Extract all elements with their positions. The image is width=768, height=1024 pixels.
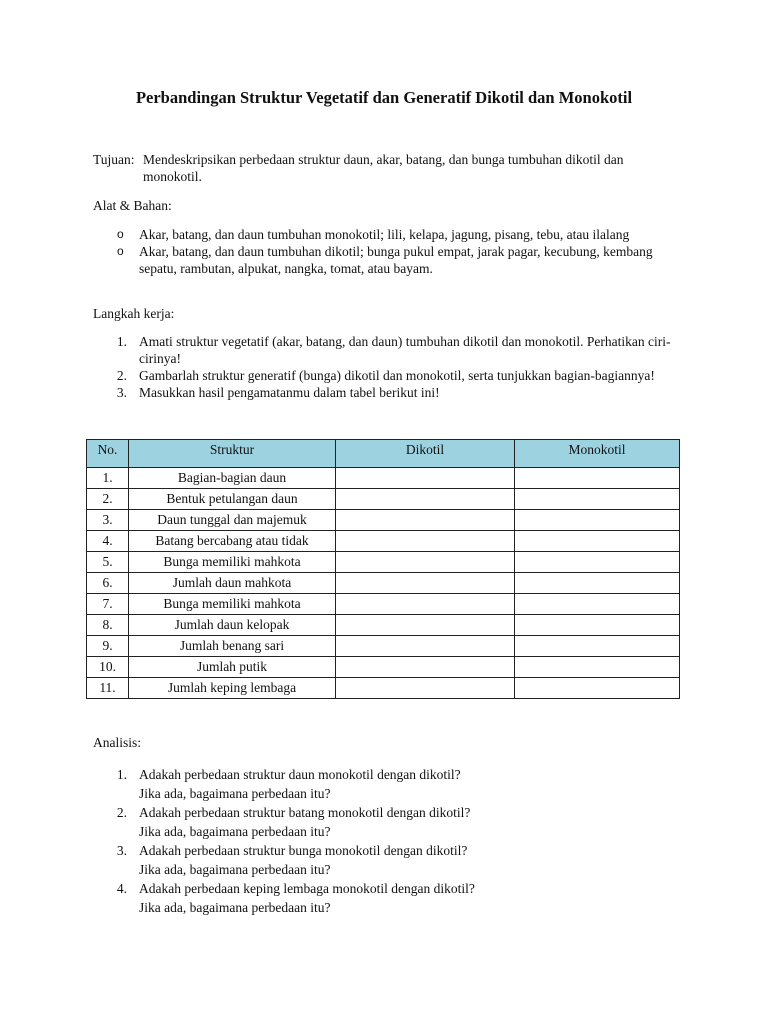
cell-no: 1. (87, 468, 129, 489)
list-item (93, 803, 693, 841)
cell-no: 4. (87, 531, 129, 552)
table-row (87, 510, 680, 531)
langkah-kerja-list (93, 333, 693, 401)
analisis-question: Adakah perbedaan struktur batang monokotil dengan dikotil? (139, 805, 471, 820)
list-item (93, 879, 693, 917)
cell-struktur: Bunga memiliki mahkota (129, 552, 336, 573)
table-row (87, 489, 680, 510)
bullet-icon: o (117, 244, 124, 258)
cell-dikotil (336, 636, 515, 657)
cell-monokotil (515, 573, 680, 594)
header-dikotil: Dikotil (336, 440, 515, 468)
cell-monokotil (515, 552, 680, 573)
cell-no: 11. (87, 678, 129, 699)
header-struktur: Struktur (129, 440, 336, 468)
cell-no: 10. (87, 657, 129, 678)
cell-struktur: Bunga memiliki mahkota (129, 594, 336, 615)
table-row (87, 594, 680, 615)
cell-dikotil (336, 678, 515, 699)
table-row (87, 468, 680, 489)
item-number: 1. (116, 334, 127, 349)
cell-struktur: Daun tunggal dan majemuk (129, 510, 336, 531)
cell-dikotil (336, 594, 515, 615)
cell-monokotil (515, 489, 680, 510)
cell-struktur: Batang bercabang atau tidak (129, 531, 336, 552)
cell-dikotil (336, 657, 515, 678)
item-number: 1. (116, 767, 127, 782)
cell-monokotil (515, 657, 680, 678)
table-row (87, 573, 680, 594)
list-item (93, 367, 693, 384)
cell-monokotil (515, 678, 680, 699)
cell-dikotil (336, 489, 515, 510)
cell-struktur: Jumlah benang sari (129, 636, 336, 657)
cell-dikotil (336, 531, 515, 552)
cell-struktur: Jumlah daun kelopak (129, 615, 336, 636)
cell-monokotil (515, 636, 680, 657)
list-item (93, 243, 693, 277)
cell-monokotil (515, 615, 680, 636)
analisis-heading: Analisis: (93, 735, 142, 750)
cell-no: 2. (87, 489, 129, 510)
item-number: 4. (116, 881, 127, 896)
alat-bahan-item-text: Akar, batang, dan daun tumbuhan monokotil; lili, kelapa, jagung, pisang, tebu, atau ilalang (139, 227, 630, 242)
list-item (93, 226, 693, 243)
page-title: Perbandingan Struktur Vegetatif dan Generatif Dikotil dan Monokotil (135, 88, 633, 107)
list-item (93, 765, 693, 803)
table-row (87, 615, 680, 636)
item-number: 3. (116, 385, 127, 400)
cell-no: 7. (87, 594, 129, 615)
header-no: No. (87, 440, 129, 468)
cell-no: 5. (87, 552, 129, 573)
cell-dikotil (336, 552, 515, 573)
table-row (87, 552, 680, 573)
list-item (93, 333, 693, 367)
list-item (93, 384, 693, 401)
alat-bahan-heading: Alat & Bahan: (93, 198, 172, 213)
list-item (93, 841, 693, 879)
cell-dikotil (336, 510, 515, 531)
table-row (87, 657, 680, 678)
cell-no: 8. (87, 615, 129, 636)
cell-struktur: Bentuk petulangan daun (129, 489, 336, 510)
analisis-question: Adakah perbedaan struktur daun monokotil dengan dikotil? (139, 767, 461, 782)
alat-bahan-list (93, 226, 693, 277)
cell-dikotil (336, 615, 515, 636)
tujuan-section (93, 151, 693, 185)
tujuan-label: Tujuan: (93, 152, 135, 167)
cell-monokotil (515, 510, 680, 531)
analisis-list (93, 765, 693, 917)
cell-no: 6. (87, 573, 129, 594)
bullet-icon: o (117, 227, 124, 241)
cell-struktur: Jumlah daun mahkota (129, 573, 336, 594)
analisis-question: Adakah perbedaan struktur bunga monokotil dengan dikotil? (139, 843, 468, 858)
analisis-followup: Jika ada, bagaimana perbedaan itu? (139, 824, 331, 839)
table-row (87, 678, 680, 699)
analisis-followup: Jika ada, bagaimana perbedaan itu? (139, 862, 331, 877)
cell-monokotil (515, 594, 680, 615)
table-row (87, 531, 680, 552)
item-number: 2. (116, 805, 127, 820)
langkah-text: Gambarlah struktur generatif (bunga) dikotil dan monokotil, serta tunjukkan bagian-bagiannya! (139, 368, 655, 383)
table-row (87, 636, 680, 657)
cell-no: 3. (87, 510, 129, 531)
langkah-text: Masukkan hasil pengamatanmu dalam tabel berikut ini! (139, 385, 440, 400)
header-monokotil: Monokotil (515, 440, 680, 468)
item-number: 2. (116, 368, 127, 383)
observation-table (86, 439, 680, 699)
cell-monokotil (515, 531, 680, 552)
langkah-text: Amati struktur vegetatif (akar, batang, dan daun) tumbuhan dikotil dan monokotil. Perhatikan ciri-cirinya! (139, 334, 671, 366)
cell-struktur: Jumlah putik (129, 657, 336, 678)
alat-bahan-item-text: Akar, batang, dan daun tumbuhan dikotil; bunga pukul empat, jarak pagar, kecubung, kembang sepatu, rambutan, alpukat, nangka, tomat, atau bayam. (139, 244, 653, 276)
langkah-kerja-heading: Langkah kerja: (93, 306, 175, 321)
item-number: 3. (116, 843, 127, 858)
cell-no: 9. (87, 636, 129, 657)
cell-monokotil (515, 468, 680, 489)
tujuan-text: Mendeskripsikan perbedaan struktur daun, akar, batang, dan bunga tumbuhan dikotil dan monokotil. (143, 152, 624, 184)
table-header-row (87, 440, 680, 468)
cell-dikotil (336, 573, 515, 594)
cell-dikotil (336, 468, 515, 489)
analisis-followup: Jika ada, bagaimana perbedaan itu? (139, 786, 331, 801)
analisis-question: Adakah perbedaan keping lembaga monokotil dengan dikotil? (139, 881, 475, 896)
cell-struktur: Bagian-bagian daun (129, 468, 336, 489)
analisis-followup: Jika ada, bagaimana perbedaan itu? (139, 900, 331, 915)
cell-struktur: Jumlah keping lembaga (129, 678, 336, 699)
